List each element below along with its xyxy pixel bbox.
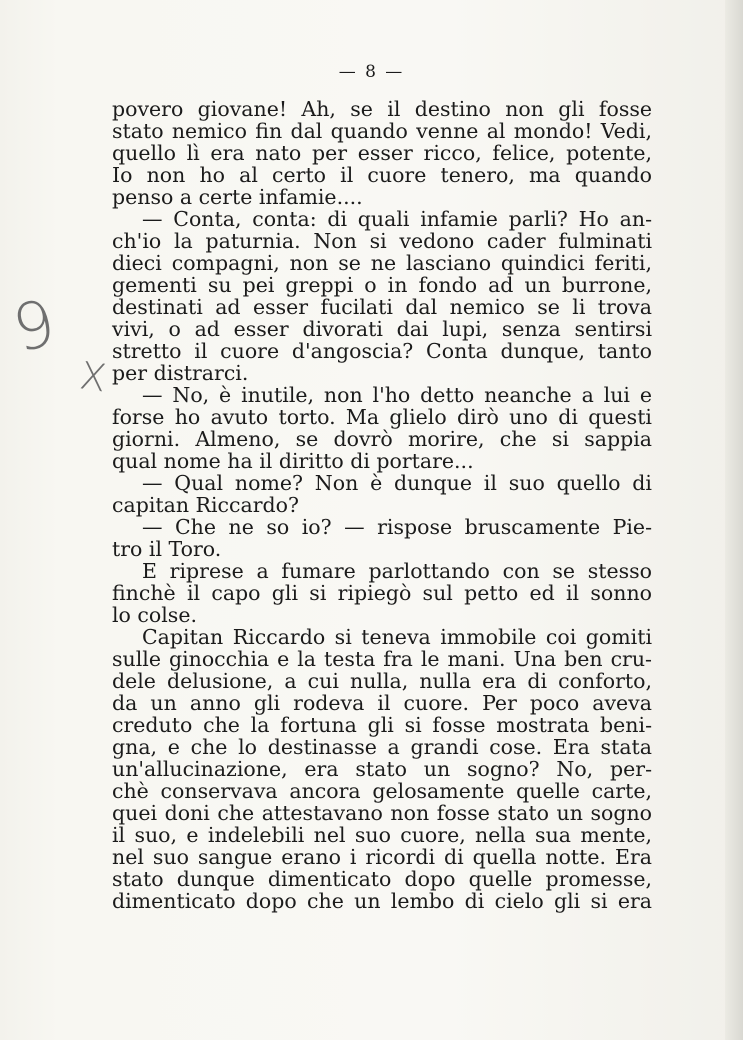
text-line: lo colse. [112, 603, 197, 627]
text-line: quello lì era nato per esser ricco, felice, potente, [112, 141, 652, 165]
text-line: nel suo sangue erano i ricordi di quella notte. Era [112, 845, 652, 869]
text-line: povero giovane! Ah, se il destino non gli fosse [112, 97, 652, 121]
text-line: E riprese a fumare parlottando con se stesso [142, 559, 652, 583]
text-line: per distrarci. [112, 361, 249, 385]
text-line: capitan Riccardo? [112, 493, 299, 517]
text-line: dimenticato dopo che un lembo di cielo gli si era [112, 889, 652, 913]
margin-annotation-cross: X [77, 353, 109, 401]
text-line: dieci compagni, non se ne lasciano quindici feriti, [112, 251, 652, 275]
text-line: giorni. Almeno, se dovrò morire, che si sappia [112, 427, 652, 451]
text-line: da un anno gli rodeva il cuore. Per poco aveva [112, 691, 652, 715]
text-line: Io non ho al certo il cuore tenero, ma quando [112, 163, 652, 187]
text-line: stato nemico fin dal quando venne al mondo! Vedi, [112, 119, 652, 143]
text-line: — Conta, conta: di quali infamie parli? Ho an- [142, 207, 652, 231]
text-line: dele delusione, a cui nulla, nulla era di conforto, [112, 669, 652, 693]
text-line: il suo, e indelebili nel suo cuore, nella sua mente, [112, 823, 652, 847]
text-line: — No, è inutile, non l'ho detto neanche a lui e [142, 383, 652, 407]
text-line: ch'io la paturnia. Non si vedono cader fulminati [112, 229, 652, 253]
text-line: stretto il cuore d'angoscia? Conta dunque, tanto [112, 339, 652, 363]
text-line: penso a certe infamie.... [112, 185, 363, 209]
text-line: gementi su pei greppi o in fondo ad un burrone, [112, 273, 652, 297]
text-line: quei doni che attestavano non fosse stato un sogno [112, 801, 652, 825]
text-line: — Che ne so io? — rispose bruscamente Pie- [142, 515, 652, 539]
text-line: tro il Toro. [112, 537, 222, 561]
text-line: forse ho avuto torto. Ma glielo dirò uno di questi [112, 405, 652, 429]
text-line: un'allucinazione, era stato un sogno? No, per- [112, 757, 652, 781]
text-line: — Qual nome? Non è dunque il suo quello di [142, 471, 652, 495]
text-line: destinati ad esser fucilati dal nemico se li trova [112, 295, 652, 319]
text-line: chè conservava ancora gelosamente quelle carte, [112, 779, 652, 803]
text-line: Capitan Riccardo si teneva immobile coi gomiti [142, 625, 652, 649]
margin-annotation-nine: 9 [6, 286, 62, 368]
text-line: vivi, o ad esser divorati dai lupi, senza sentirsi [112, 317, 652, 341]
body-text [112, 98, 652, 912]
page-number: — 8 — [338, 62, 405, 82]
text-line: gna, e che lo destinasse a grandi cose. Era stata [112, 735, 652, 759]
page-edge-shadow [725, 0, 743, 1040]
text-line: stato dunque dimenticato dopo quelle promesse, [112, 867, 652, 891]
text-line: finchè il capo gli si ripiegò sul petto ed il sonno [112, 581, 652, 605]
text-line: creduto che la fortuna gli si fosse mostrata beni- [112, 713, 652, 737]
text-line: sulle ginocchia e la testa fra le mani. Una ben cru- [112, 647, 652, 671]
text-line: qual nome ha il diritto di portare... [112, 449, 474, 473]
